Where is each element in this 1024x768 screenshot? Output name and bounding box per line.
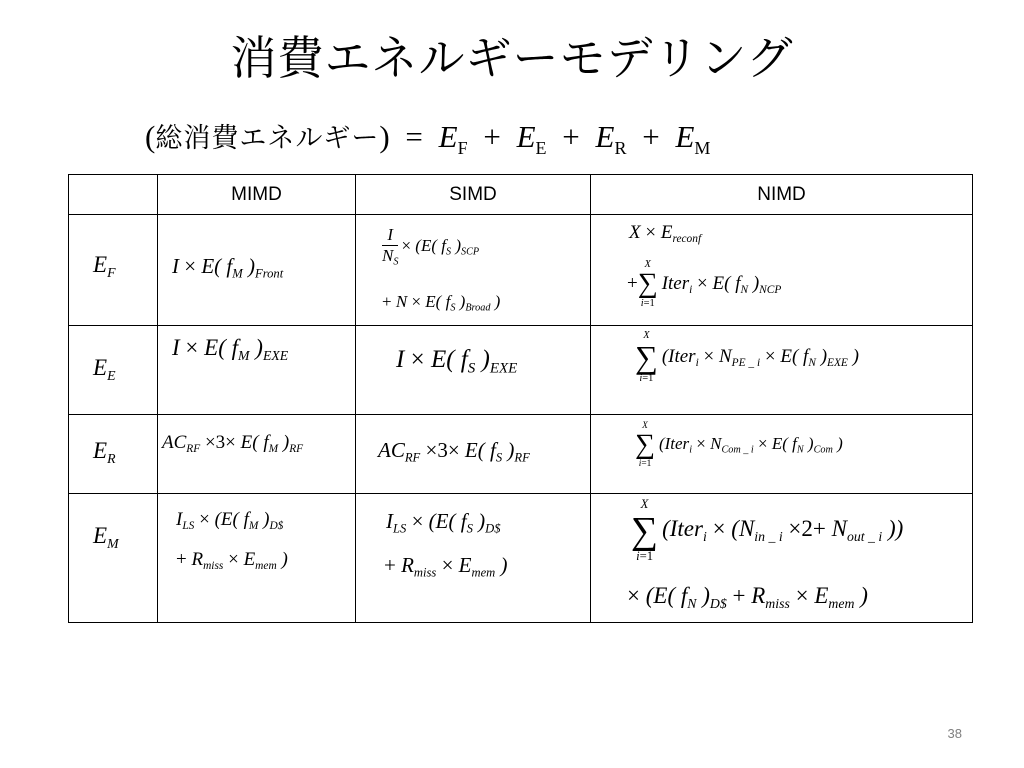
formula-plus: + — [562, 119, 580, 154]
column-header-mimd: MIMD — [158, 175, 356, 215]
cell-em-nimd: X ∑ i=1 (Iter$_i$ × ($N_{in \_ i} \times 2+ N_{out \_ i}$ )) × (E( $f_N$ )$_{D\$} + R_{miss} \times E_{mem}$ ) — [591, 494, 973, 623]
row-label-ef: $E_F$ — [69, 215, 158, 326]
row-label-ee: $E_E$ — [69, 326, 158, 415]
formula-term-ef: $E_F$ — [438, 119, 468, 158]
table-row — [69, 215, 973, 326]
column-header-simd: SIMD — [356, 175, 591, 215]
cell-ee-nimd: X ∑ i=1 (Iter$_i$ × $N_{PE \_ i} \times E$( $f_N$ )$_{EXE}$ ) — [591, 326, 973, 415]
slide-title: 消費エネルギーモデリング — [230, 31, 794, 85]
cell-ef-simd: $\frac{I}{N_S}$ × (E( $f_S$ )$_{SCP}$ + N × E( $f_S$ )$_{Broad}$ ) — [356, 215, 591, 326]
formula-term-er: $E_R$ — [595, 119, 627, 158]
row-label-em: $E_M$ — [69, 494, 158, 623]
cell-ef-mimd: I × E( $f_M$ )$_{Front}$ — [158, 215, 356, 326]
cell-ee-mimd: I × E( $f_M$ )$_{EXE}$ — [158, 326, 356, 415]
cell-em-mimd: $I_{LS} \times (E$( $f_M$ )$_{D\$}$ + $R_{miss} \times E_{mem}$ ) — [158, 494, 356, 623]
formula-term-em: $E_M$ — [675, 119, 711, 158]
formula-term-ee: $E_E$ — [516, 119, 547, 158]
cell-er-simd: $AC_{RF} \times 3\times E$( $f_S$ )$_{RF}$ — [356, 415, 591, 494]
page-number: 38 — [947, 726, 962, 741]
table-row — [69, 494, 973, 623]
formula-plus: + — [483, 119, 501, 154]
formula-paren-open: ( — [145, 119, 156, 154]
energy-model-table — [68, 174, 973, 623]
table-row — [69, 415, 973, 494]
cell-er-mimd: $AC_{RF} \times 3\times E$( $f_M$ )$_{RF}$ — [158, 415, 356, 494]
table-row — [69, 326, 973, 415]
cell-em-simd: $I_{LS} \times (E$( $f_S$ )$_{D\$}$ + $R_{miss} \times E_{mem}$ ) — [356, 494, 591, 623]
column-header-nimd: NIMD — [591, 175, 973, 215]
table-header-row — [69, 175, 973, 215]
cell-ee-simd: I × E( $f_S$ )$_{EXE}$ — [356, 326, 591, 415]
row-label-er: $E_R$ — [69, 415, 158, 494]
formula-paren-close: ) — [379, 119, 390, 154]
formula-plus: + — [642, 119, 660, 154]
formula-equals: = — [405, 119, 423, 154]
column-header-blank — [69, 175, 158, 215]
cell-er-nimd: X ∑ i=1 (Iter$_i$ × $N_{Com \_ i} \times E$( $f_N$ )$_{Com}$ ) — [591, 415, 973, 494]
total-energy-formula — [145, 112, 710, 162]
formula-lhs-text: 総消費エネルギー — [155, 123, 380, 154]
cell-ef-nimd: $X \times E_{reconf}$ + X ∑ i=1 Iter$_i$ × E( $f_N$ )$_{NCP}$ — [591, 215, 973, 326]
